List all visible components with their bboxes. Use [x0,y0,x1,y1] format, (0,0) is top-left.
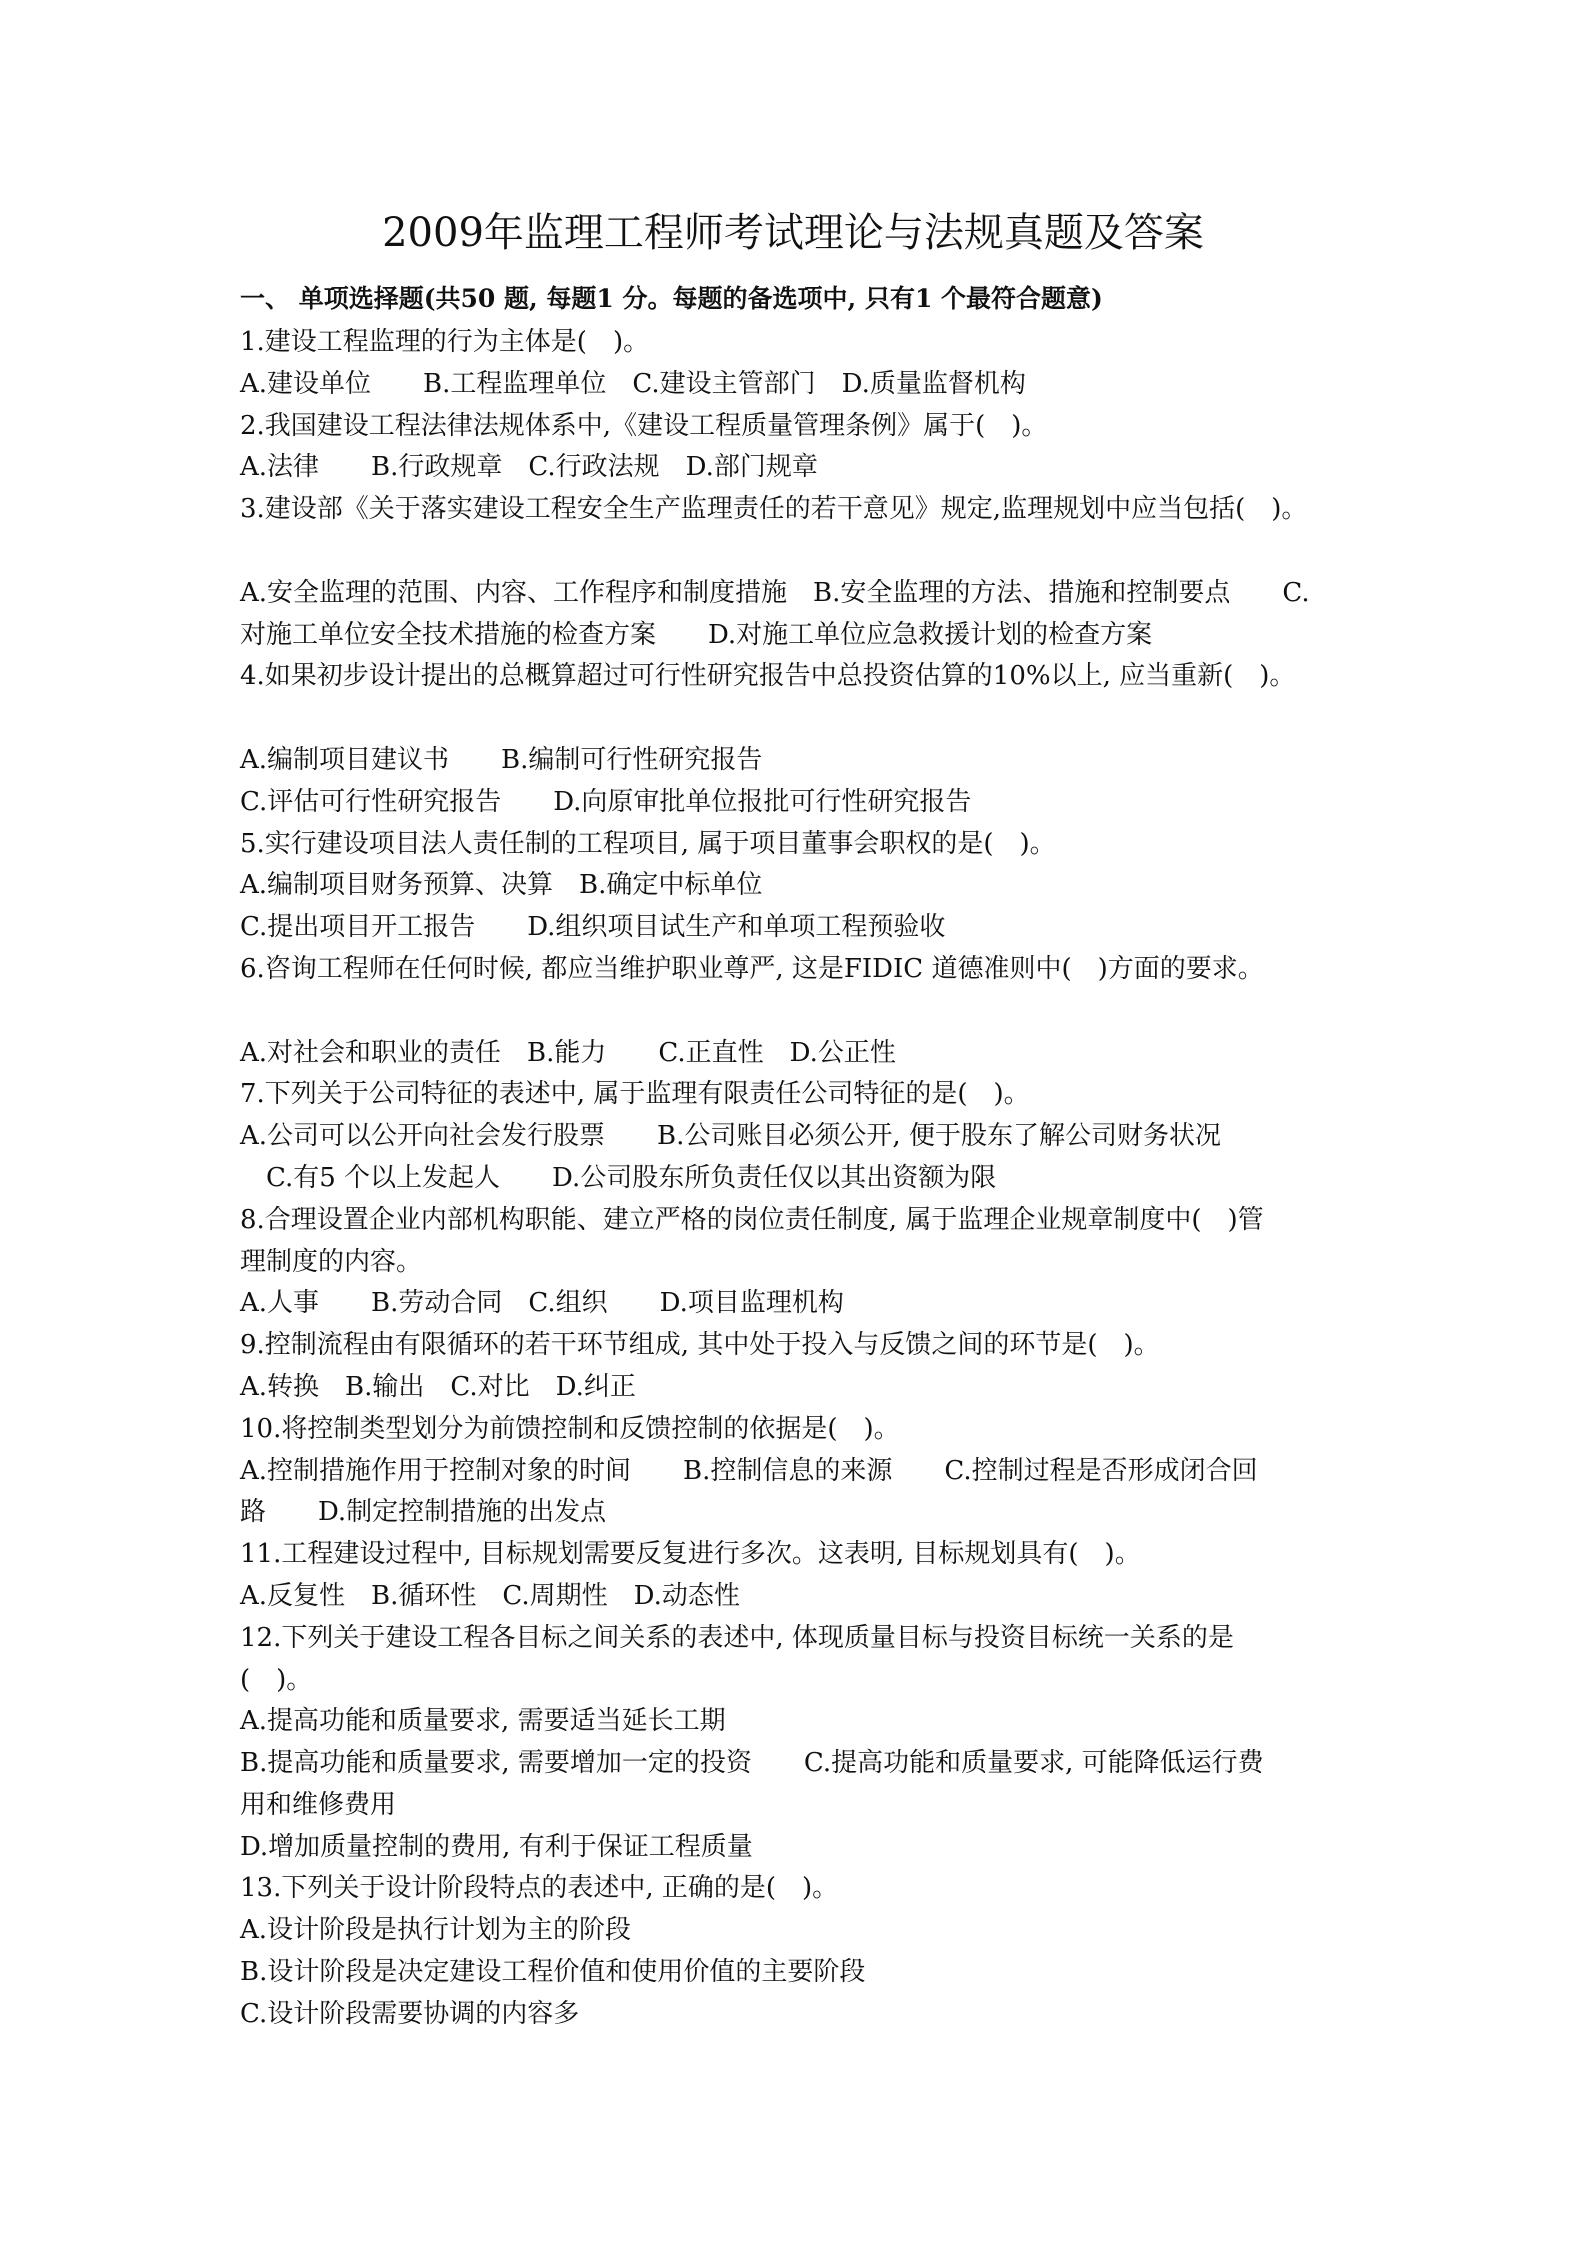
text-line: 4.如果初步设计提出的总概算超过可行性研究报告中总投资估算的10%以上, 应当重新( )。 [240,661,1296,692]
section-heading: 一、 单项选择题(共50 题, 每题1 分。每题的备选项中, 只有1 个最符合题意) [240,284,1103,313]
text-line: A.对社会和职业的责任 B.能力 C.正直性 D.公正性 [240,1037,896,1068]
blank-line [240,991,1366,1033]
text-line: C.评估可行性研究报告 D.向原审批单位报批可行性研究报告 [240,786,972,817]
text-line: 9.控制流程由有限循环的若干环节组成, 其中处于投入与反馈之间的环节是( )。 [240,1330,1160,1361]
text-line: B.提高功能和质量要求, 需要增加一定的投资 C.提高功能和质量要求, 可能降低运行费 [240,1748,1264,1779]
text-line: 10.将控制类型划分为前馈控制和反馈控制的依据是( )。 [240,1413,900,1444]
text-line: A.编制项目建议书 B.编制可行性研究报告 [240,744,763,775]
text-line: ( )。 [240,1664,313,1695]
text-line: B.设计阶段是决定建设工程价值和使用价值的主要阶段 [240,1957,866,1988]
text-line: 7.下列关于公司特征的表述中, 属于监理有限责任公司特征的是( )。 [240,1079,1030,1110]
text-line: 12.下列关于建设工程各目标之间关系的表述中, 体现质量目标与投资目标统一关系的是 [240,1622,1234,1653]
text-line: 用和维修费用 [240,1789,397,1820]
text-line: A.提高功能和质量要求, 需要适当延长工期 [240,1706,726,1737]
text-line: 路 D.制定控制措施的出发点 [240,1497,607,1528]
text-line: A.公司可以公开向社会发行股票 B.公司账目必须公开, 便于股东了解公司财务状况 [240,1121,1221,1152]
text-line: A.反复性 B.循环性 C.周期性 D.动态性 [240,1580,740,1611]
text-line: 2.我国建设工程法律法规体系中,《建设工程质量管理条例》属于( )。 [240,410,1048,441]
text-line: 11.工程建设过程中, 目标规划需要反复进行多次。这表明, 目标规划具有( )。 [240,1539,1141,1570]
text-line: 理制度的内容。 [240,1246,423,1277]
document-body [240,322,1366,2036]
text-line: 6.咨询工程师在任何时候, 都应当维护职业尊严, 这是FIDIC 道德准则中( )方面的要求。 [240,953,1264,984]
text-line: 3.建设部《关于落实建设工程安全生产监理责任的若干意见》规定,监理规划中应当包括( )。 [240,494,1308,525]
document-title: 2009年监理工程师考试理论与法规真题及答案 [382,210,1204,256]
blank-line [240,531,1366,573]
text-line: A.控制措施作用于控制对象的时间 B.控制信息的来源 C.控制过程是否形成闭合回 [240,1455,1258,1486]
text-line: 1.建设工程监理的行为主体是( )。 [240,327,650,357]
text-line: A.建设单位 B.工程监理单位 C.建设主管部门 D.质量监督机构 [240,368,1026,399]
text-line: C.设计阶段需要协调的内容多 [240,1998,580,2029]
text-line: C.提出项目开工报告 D.组织项目试生产和单项工程预验收 [240,912,946,943]
text-line: A.人事 B.劳动合同 C.组织 D.项目监理机构 [240,1288,844,1319]
text-line: 5.实行建设项目法人责任制的工程项目, 属于项目董事会职权的是( )。 [240,828,1056,859]
text-line: 13.下列关于设计阶段特点的表述中, 正确的是( )。 [240,1873,839,1904]
text-line: A.安全监理的范围、内容、工作程序和制度措施 B.安全监理的方法、措施和控制要点 C. [240,577,1310,608]
text-line: A.转换 B.输出 C.对比 D.纠正 [240,1371,636,1402]
text-line: A.设计阶段是执行计划为主的阶段 [240,1915,632,1946]
text-line: A.编制项目财务预算、决算 B.确定中标单位 [240,870,763,901]
text-line: C.有5 个以上发起人 D.公司股东所负责任仅以其出资额为限 [240,1162,997,1193]
text-line: 8.合理设置企业内部机构职能、建立严格的岗位责任制度, 属于监理企业规章制度中( )管 [240,1204,1264,1235]
blank-line [240,698,1366,740]
text-line: D.增加质量控制的费用, 有利于保证工程质量 [240,1831,753,1862]
text-line: A.法律 B.行政规章 C.行政法规 D.部门规章 [240,452,818,483]
text-line: 对施工单位安全技术措施的检查方案 D.对施工单位应急救援计划的检查方案 [240,619,1153,650]
